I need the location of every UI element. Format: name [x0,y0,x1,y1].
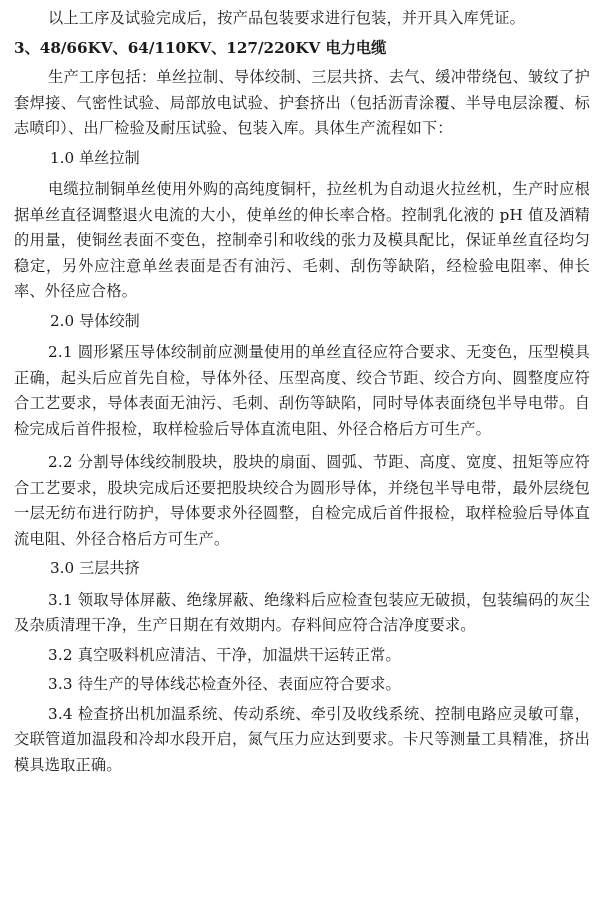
section-2-1: 2.1 圆形紧压导体绞制前应测量使用的单丝直径应符合要求、无变色，压型模具正确，起头后应首先自检，导体外径、压型高度、绞合节距、绞合方向、圆整度应符合工艺要求，导体表面无油污、毛刺、刮伤等缺陷，同时导体表面绕包半导电带。自检完成后首件报检，取样检验后导体直流电阻、外径合格后方可生产。 [14,343,590,438]
section-3-title: 3.0 三层共挤 [50,559,140,577]
section-1-body: 电缆拉制铜单丝使用外购的高纯度铜杆，拉丝机为自动退火拉丝机，生产时应根据单丝直径调整退火电流的大小，使单丝的伸长率合格。控制乳化液的 pH 值及酒精的用量，使铜丝表面不变色，控制牵引和收线的张力及模具配比，保证单丝直径均匀稳定，另外应注意单丝表面是否有油污、毛刺、刮伤等缺陷，经检验电阻率、伸长率、外径应合格。 [14,180,590,300]
section-heading: 3、48/66KV、64/110KV、127/220KV 电力电缆 [14,38,387,57]
section-3-1: 3.1 领取导体屏蔽、绝缘屏蔽、绝缘料后应检查包装应无破损，包装编码的灰尘及杂质清理干净，生产日期在有效期内。存料间应符合洁净度要求。 [14,590,590,634]
section-2-2: 2.2 分割导体线绞制股块，股块的扇面、圆弧、节距、高度、宽度、扭矩等应符合工艺要求，股块完成后还要把股块绞合为圆形导体，并绕包半导电带，最外层绕包一层无纺布进行防护，导体要求外径圆整，自检完成后首件报检，取样检验后导体直流电阻、外径合格后方可生产。 [14,453,590,548]
section-3-2: 3.2 真空吸料机应清洁、干净，加温烘干运转正常。 [48,645,401,664]
intro-line: 以上工序及试验完成后，按产品包装要求进行包装，并开具入库凭证。 [48,9,526,27]
process-intro: 生产工序包括：单丝拉制、导体绞制、三层共挤、去气、缓冲带绕包、皱纹了护套焊接、气密性试验、局部放电试验、护套挤出（包括沥青涂覆、半导电层涂覆、标志喷印）、出厂检验及耐压试验、包装入库。具体生产流程如下： [14,68,590,137]
section-1-title: 1.0 单丝拉制 [50,148,140,167]
section-3-4: 3.4 检查挤出机加温系统、传动系统、牵引及收线系统、控制电路应灵敏可靠，交联管道加温段和冷却水段开启，氮气压力应达到要求。卡尺等测量工具精准，挤出模具选取正确。 [14,704,590,774]
section-2-title: 2.0 导体绞制 [50,311,140,330]
section-3-3: 3.3 待生产的导体线芯检查外径、表面应符合要求。 [48,675,401,693]
